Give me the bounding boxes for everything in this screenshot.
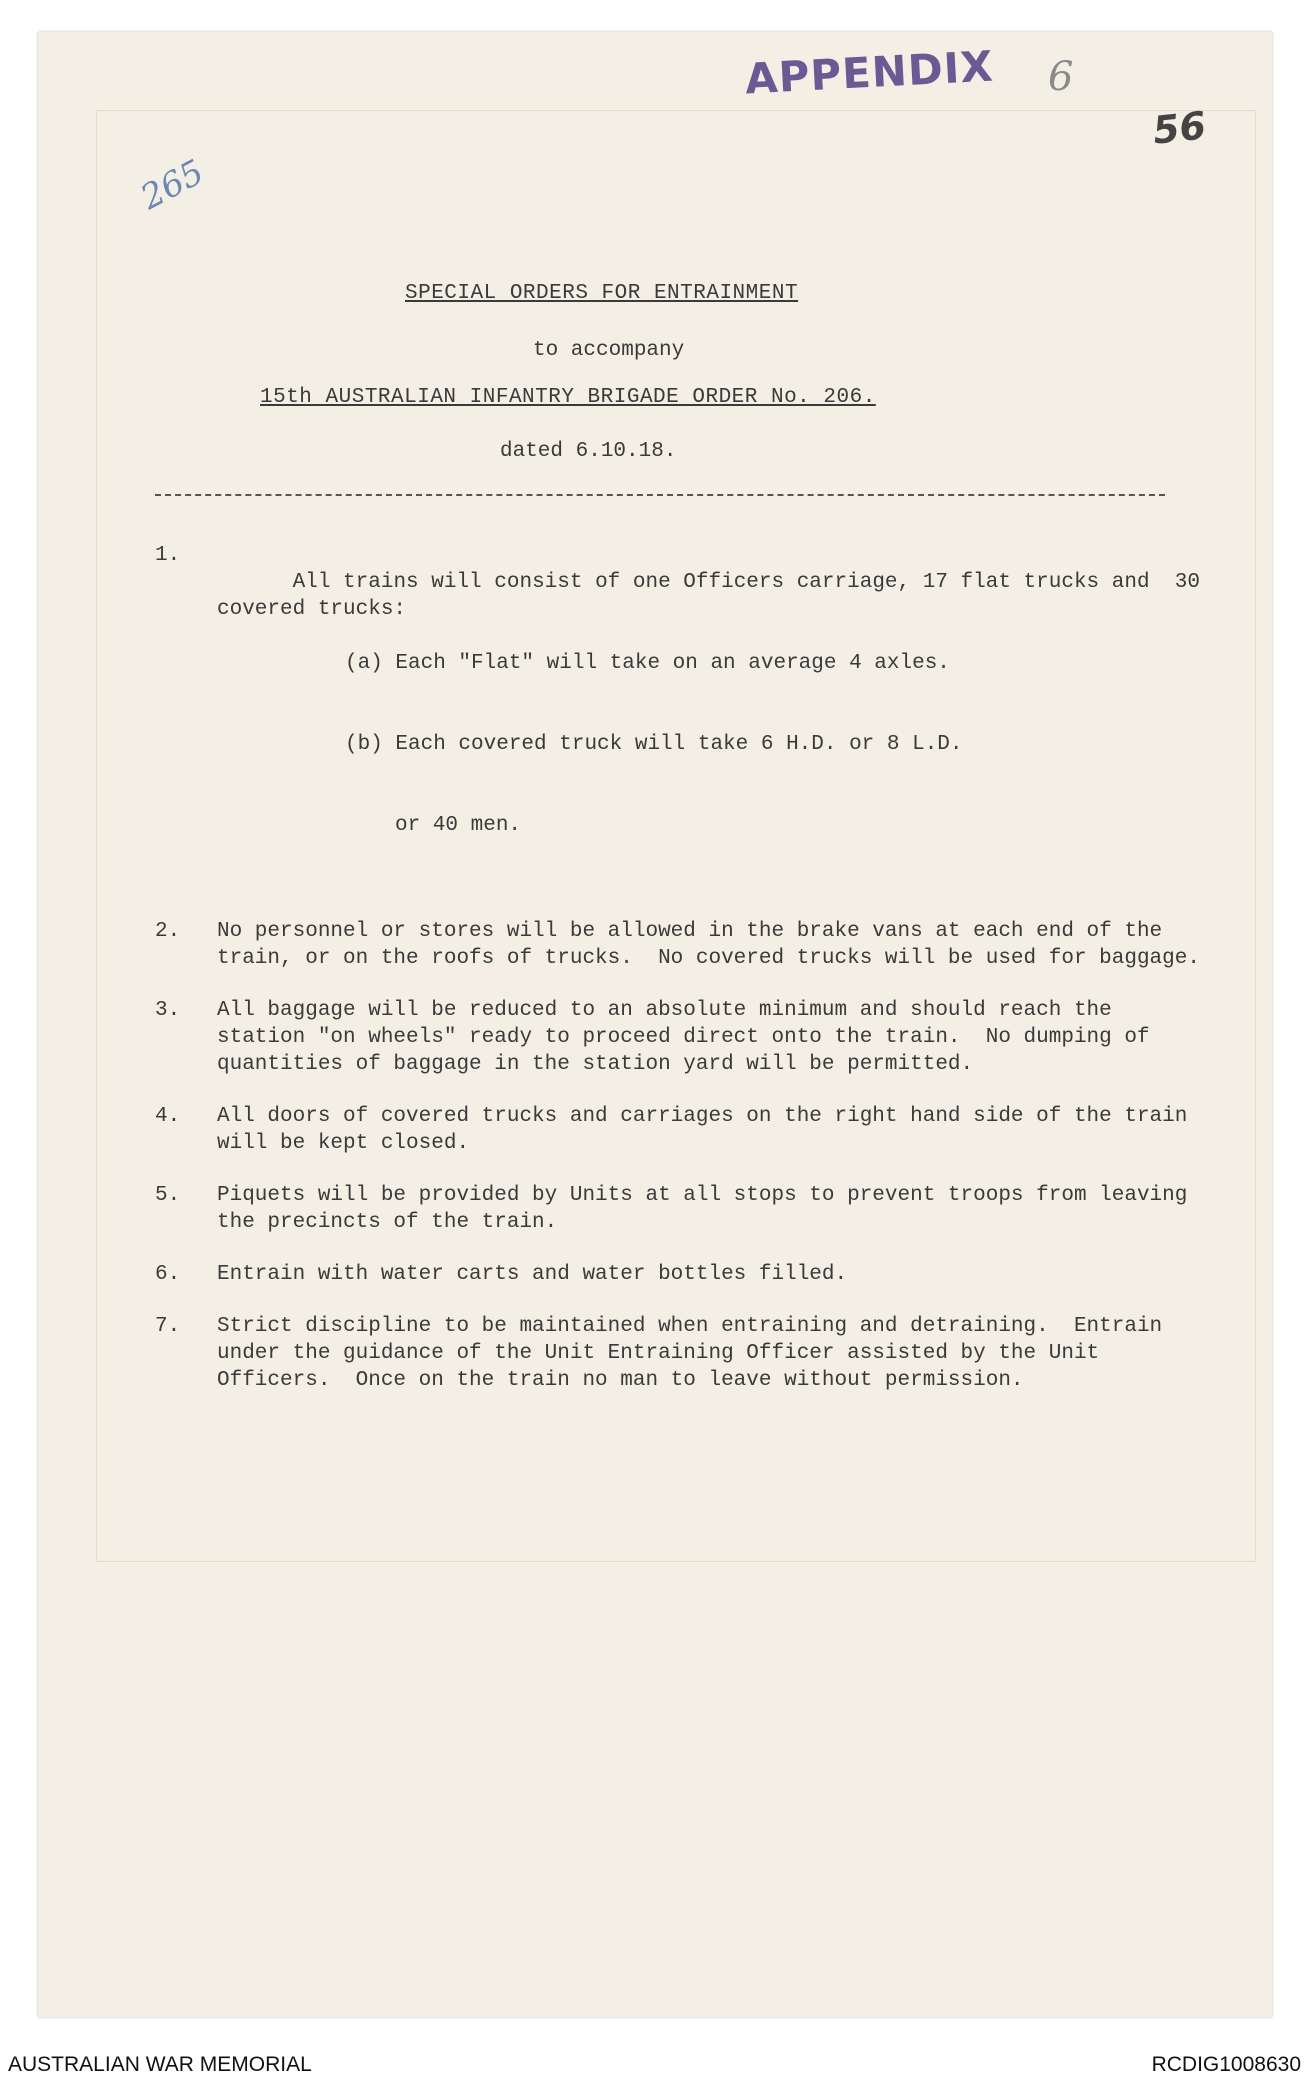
- order-number: 2.: [155, 920, 181, 943]
- pencil-number: 265: [134, 152, 211, 218]
- order-text: Piquets will be provided by Units at all stops to prevent troops from leaving the precincts of the train.: [217, 1184, 1200, 1234]
- order-text: All baggage will be reduced to an absolute minimum and should reach the station "on wheels" ready to proceed direct onto the train. No dumping of quantities of baggage in the station yard will be permitted.: [217, 999, 1163, 1076]
- order-text: Entrain with water carts and water bottles filled.: [217, 1263, 848, 1286]
- folio-number: 56: [1150, 103, 1209, 153]
- order-item-text: All trains will consist of one Officers carriage, 17 flat trucks and 30 covered trucks:: [217, 571, 1213, 621]
- dashed-divider: [155, 494, 1165, 496]
- order-subitem-continuation: or 40 men.: [395, 814, 522, 837]
- order-item: [155, 1103, 1205, 1157]
- order-number: 5.: [155, 1184, 181, 1207]
- order-item: [155, 1261, 1205, 1288]
- footer-record-id: RCDIG1008630: [1151, 2053, 1301, 2076]
- order-text: Strict discipline to be maintained when entraining and detraining. Entrain under the guidance of the Unit Entraining Officer assisted by the Unit Officers. Once on the train no man to leave without permission.: [217, 1315, 1175, 1392]
- order-text: All doors of covered trucks and carriages on the right hand side of the train will be kept closed.: [217, 1105, 1200, 1155]
- order-item: [155, 918, 1205, 972]
- handwritten-number: 6: [1048, 54, 1074, 100]
- order-item: [155, 997, 1205, 1078]
- order-reference: 15th AUSTRALIAN INFANTRY BRIGADE ORDER No. 206.: [260, 386, 876, 409]
- document-title: SPECIAL ORDERS FOR ENTRAINMENT: [405, 282, 799, 305]
- order-number: 4.: [155, 1105, 181, 1128]
- order-number: 7.: [155, 1315, 181, 1338]
- order-subitem: (a) Each "Flat" will take on an average 4 axles.: [345, 652, 950, 675]
- order-text: [217, 542, 1213, 893]
- orders-list: [155, 542, 1213, 1419]
- order-item: [155, 1182, 1205, 1236]
- order-number: 6.: [155, 1263, 181, 1286]
- order-number: 3.: [155, 999, 181, 1022]
- document-date: dated 6.10.18.: [500, 440, 677, 463]
- order-subitem: (b) Each covered truck will take 6 H.D. or 8 L.D.: [345, 733, 963, 756]
- order-item: [155, 1313, 1205, 1394]
- order-text: No personnel or stores will be allowed in the brake vans at each end of the train, or on the roofs of trucks. No covered trucks will be used for baggage.: [217, 920, 1200, 970]
- order-item: [155, 542, 1213, 893]
- appendix-stamp: APPENDIX: [743, 41, 995, 104]
- order-number: 1.: [155, 544, 181, 567]
- document-subtitle: to accompany: [533, 339, 685, 362]
- footer-institution: AUSTRALIAN WAR MEMORIAL: [8, 2053, 312, 2076]
